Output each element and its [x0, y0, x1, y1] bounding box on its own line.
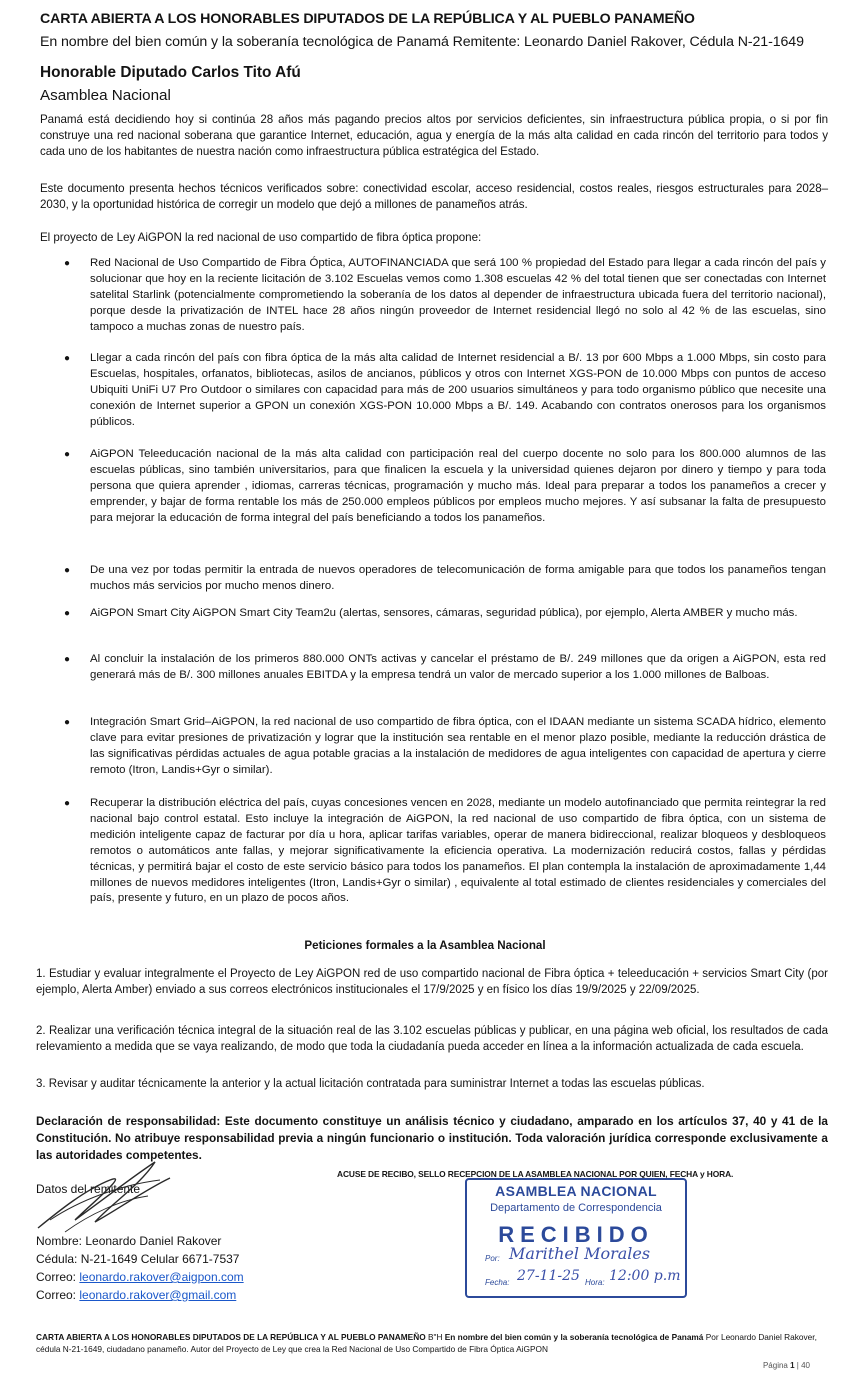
- list-item-text: Red Nacional de Uso Compartido de Fibra Óptica, AUTOFINANCIADA que será 100 % propiedad del Estado para llegar a cada rincón del país y solucionar que hoy en la reciente licitación de 3.102 Escuelas vemos como 1.308 escuelas 42 % del total tienen que ser conectadas con Internet satelital Starlink (potencialmente comprometiendo la soberanía de los datos al depender de infraestructura ubicada fuera del territorio nacional), porque desde la privatización de INTEL hace 28 años ningún proveedor de Internet residencial llegó no solo al 42 % de las escuelas, sino tampoco a muchas zonas de nuestro país.: [90, 257, 826, 333]
- email-link-gmail[interactable]: leonardo.rakover@gmail.com: [79, 1288, 237, 1302]
- receipt-acknowledgment: ACUSE DE RECIBO, SELLO RECEPCION DE LA ASAMBLEA NACIONAL POR QUIEN, FECHA y HORA.: [337, 1169, 734, 1179]
- sender-label: Datos del remitente: [36, 1182, 141, 1196]
- stamp-fecha-label: Fecha:: [485, 1278, 510, 1287]
- bullet-icon: ●: [64, 353, 71, 364]
- page-current: 1: [790, 1361, 795, 1370]
- stamp-institution: ASAMBLEA NACIONAL: [495, 1183, 657, 1199]
- petition-item: 3. Revisar y auditar técnicamente la anterior y la actual licitación contratada para suministrar Internet a todas las escuelas públicas.: [36, 1078, 705, 1090]
- bullet-icon: ●: [64, 798, 71, 809]
- sender-name: Nombre: Leonardo Daniel Rakover: [36, 1234, 222, 1248]
- stamp-received: RECIBIDO: [498, 1222, 654, 1247]
- email-link-aigpon[interactable]: leonardo.rakover@aigpon.com: [79, 1270, 244, 1284]
- responsibility-declaration: Declaración de responsabilidad: Este documento constituye un análisis técnico y ciudadano, amparado en los artículos 37, 40 y 41 de la Constitución. No atribuye responsabilidad previa a ningún funcionario o institución. Toda valoración jurídica corresponde exclusivamente a las autoridades competentes.: [36, 1114, 828, 1162]
- page-label: Página: [762, 1361, 788, 1370]
- page-footer: [36, 1331, 826, 1355]
- stamp-por-label: Por:: [485, 1254, 500, 1263]
- sender-email-row: [36, 1288, 236, 1302]
- list-item: [64, 606, 826, 622]
- signature-icon: [30, 1150, 190, 1240]
- list-item-text: Integración Smart Grid–AiGPON, la red nacional de uso compartido de fibra óptica, con el IDAAN mediante un sistema SCADA hídrico, elemento clave para evitar presiones de privatización y lograr que la institución sea rentable en el menor plazo posible, mediante la reducción drástica de las significativas pérdidas actuales de agua potable gracias a la instalación de medidores de agua inteligentes con capacidad de apertura y cierre remoto (Itron, Landis+Gyr o similar).: [90, 716, 826, 776]
- list-item: [64, 652, 826, 684]
- bullet-icon: ●: [64, 654, 71, 665]
- list-item-text: De una vez por todas permitir la entrada de nuevos operadores de telecomunicación de forma amigable para que todos los panameños tengan muchos más servicios por mucho menos dinero.: [90, 564, 826, 592]
- letter-title: CARTA ABIERTA A LOS HONORABLES DIPUTADOS DE LA REPÚBLICA Y AL PUEBLO PANAMEÑO: [40, 11, 695, 27]
- bullet-icon: ●: [64, 608, 71, 619]
- footer-mark: B"H: [427, 1332, 443, 1342]
- intro-paragraph: Este documento presenta hechos técnicos verificados sobre: conectividad escolar, acceso residencial, costos reales, riesgos estructurales para 2028–2030, y la oportunidad histórica de corregir un modelo que dejó a millones de panameños atrás.: [40, 182, 828, 211]
- stamp-por-value: Marithel Morales: [509, 1244, 651, 1263]
- recipient-name: Honorable Diputado Carlos Tito Afú: [40, 64, 301, 81]
- list-item-text: Recuperar la distribución eléctrica del país, cuyas concesiones vencen en 2028, mediante un modelo autofinanciado que permita reintegrar la red nacional bajo control estatal. Esto incluye la integración de AiGPON, la red nacional de uso compartido de fibra óptica, con un sistema de medición inteligente capaz de facturar por día u hora, aplicar tarifas variables, operar de manera bidireccional, realizar bloqueos y desbloqueos remotos o automáticos ante fallas, y mejorar significativamente la eficiencia operativa. La modernización reducirá costos, fallas y pérdidas técnicas, y permitirá bajar el costo de este servicio básico para todos los panameños. El plan contempla la instalación de aproximadamente 1,44 millones de nuevos medidores inteligentes (Itron, Landis+Gyr o similar) , equivalente al total estimado de clientes residenciales y comerciales del país, presente y futuro, en un plazo de pocos años.: [90, 797, 826, 905]
- list-item: [64, 715, 826, 779]
- footer-title: CARTA ABIERTA A LOS HONORABLES DIPUTADOS DE LA REPÚBLICA Y AL PUEBLO PANAMEÑO: [36, 1332, 426, 1342]
- email-label: Correo:: [36, 1288, 77, 1302]
- intro-paragraph: El proyecto de Ley AiGPON la red nacional de uso compartido de fibra óptica propone:: [40, 231, 482, 244]
- list-item-text: Llegar a cada rincón del país con fibra óptica de la más alta calidad de Internet residencial a B/. 13 por 600 Mbps a 1.000 Mbps, sin costo para Escuelas, hospitales, orfanatos, bibliotecas, asilos de ancianos, públicos y otros con Internet XGS-PON de 10.000 Mbps con puntos de acceso Ubiquiti UniFi U7 Pro Outdoor o similares con capacidad para más de 200 usuarios simultáneos y para todo organismo público que necesite una conexión de Internet superior a GPON un conexión XGS-PON 10.000 Mbps a B/. 149. Acabando con contratos onerosos para los organismos públicos.: [90, 352, 826, 428]
- list-item: [64, 447, 826, 527]
- bullet-icon: ●: [64, 258, 71, 269]
- sender-id-phone: Cédula: N-21-1649 Celular 6671-7537: [36, 1252, 240, 1266]
- list-item-text: AiGPON Smart City AiGPON Smart City Team2u (alertas, sensores, cámaras, seguridad pública), por ejemplo, Alerta AMBER y mucho más.: [90, 607, 798, 619]
- footer-subtitle: En nombre del bien común y la soberanía tecnológica de Panamá: [444, 1332, 704, 1342]
- page-number: Página 1 | 40: [762, 1361, 810, 1370]
- stamp-hora-value: 12:00 p.m: [609, 1268, 681, 1284]
- petition-item: 2. Realizar una verificación técnica integral de la situación real de las 3.102 escuelas públicas y publicar, en una página web oficial, los resultados de cada relevamiento a medida que se vaya realizando, de modo que toda la ciudadanía pueda acceder en línea a la información actualizada de cada escuela.: [36, 1025, 828, 1053]
- list-item: [64, 256, 826, 336]
- recipient-institution: Asamblea Nacional: [40, 87, 171, 104]
- stamp-hora-label: Hora:: [585, 1278, 605, 1287]
- petition-item: 1. Estudiar y evaluar integralmente el Proyecto de Ley AiGPON red de uso compartido nacional de Fibra óptica + teleeducación + servicios Smart City (por ejemplo, Alerta Amber) enviado a sus correos electrónicos institucionales el 17/9/2025 y en físico los días 19/9/2025 y 22/09/2025.: [36, 968, 828, 996]
- list-item-text: AiGPON Teleeducación nacional de la más alta calidad con participación real del cuerpo docente no solo para los 800.000 alumnos de las escuelas públicas, sino también universitarios, para que finalicen la escuela y la universidad quienes dejaron por dinero y tiempo y para toda persona que quiera aprender , idiomas, carreras técnicas, programación y mucho más. Ideal para preparar a todos los panameños a crecer y emprender, y bajar de forma rentable los más de 250.000 empleos públicos por empleos mucho mejores. Y así subsanar la falta de presupuesto para mejorar la educación de forma integral del país beneficiando a todos los panameños.: [90, 448, 826, 524]
- reception-stamp: [465, 1178, 687, 1298]
- bullet-icon: ●: [64, 717, 71, 728]
- stamp-department: Departamento de Correspondencia: [490, 1202, 662, 1214]
- stamp-fecha-value: 27-11-25: [517, 1268, 580, 1284]
- intro-paragraph: Panamá está decidiendo hoy si continúa 28 años más pagando precios altos por servicios deficientes, sin infraestructura pública propia, o si por fin construye una red nacional soberana que garantice Internet, educación, agua y energía de la más alta calidad en cada rincón del territorio para todos y cada uno de los habitantes de nuestra nación como infraestructura pública estratégica del Estado.: [40, 113, 828, 158]
- petitions-heading: Peticiones formales a la Asamblea Nacional: [304, 939, 546, 952]
- list-item: [64, 563, 826, 595]
- bullet-icon: ●: [64, 565, 71, 576]
- list-item-text: Al concluir la instalación de los primeros 880.000 ONTs activas y cancelar el préstamo de B/. 249 millones que da origen a AiGPON, esta red generará más de B/. 300 millones anuales EBITDA y la empresa tendrá un valor de mercado superior a los 1.000 millones de Balboas.: [90, 653, 826, 681]
- letter-subtitle: En nombre del bien común y la soberanía tecnológica de Panamá Remitente: Leonardo Daniel Rakover, Cédula N-21-1649: [40, 34, 804, 50]
- email-label: Correo:: [36, 1270, 77, 1284]
- footer-author: Por Leonardo Daniel Rakover, cédula N-21-1649, ciudadano panameño. Autor del Proyecto de Ley que crea la Red Nacional de Uso Compartido de Fibra Óptica AiGPON: [36, 1332, 817, 1354]
- page-total: 40: [801, 1361, 810, 1370]
- list-item: [64, 351, 826, 431]
- list-item: [64, 796, 826, 907]
- bullet-icon: ●: [64, 449, 71, 460]
- sender-email-row: [36, 1270, 244, 1284]
